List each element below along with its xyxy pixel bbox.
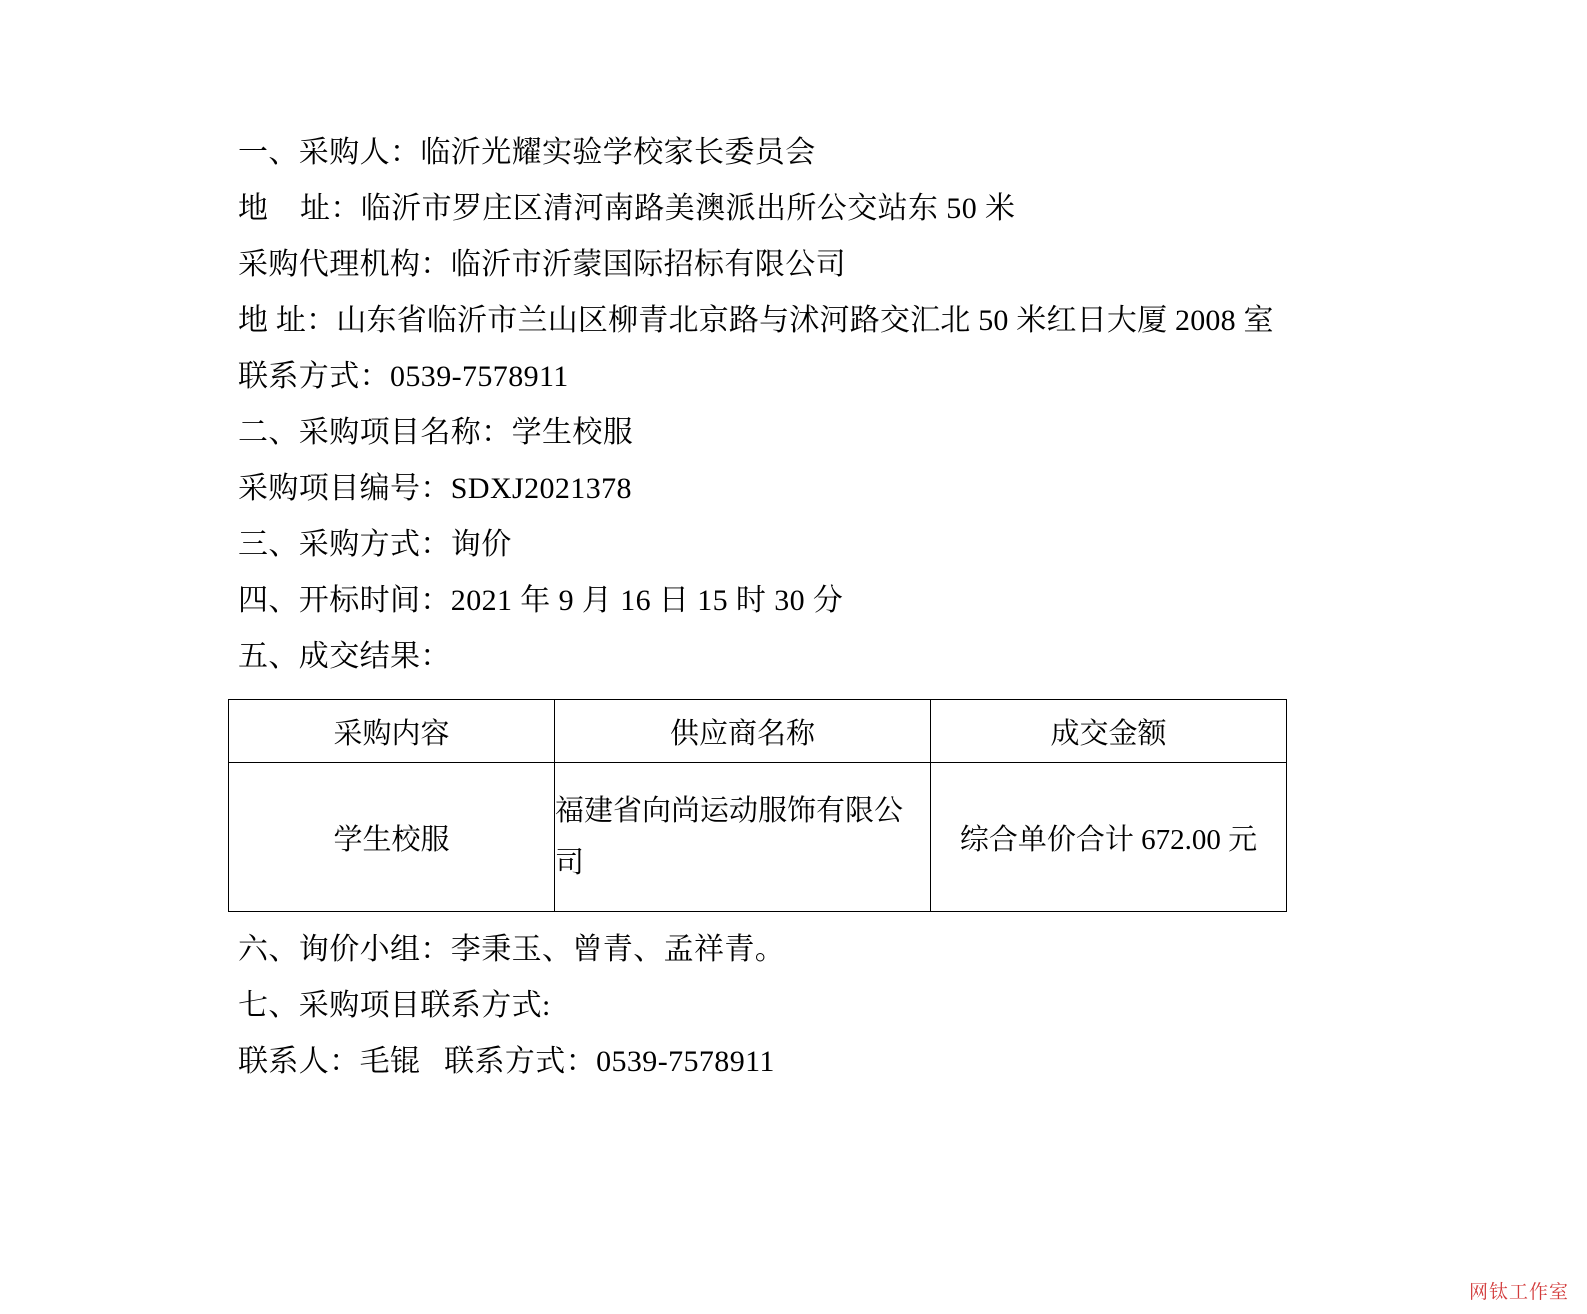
- result-table: [228, 699, 1287, 912]
- text-line-agency-address: 地 址：山东省临沂市兰山区柳青北京路与沭河路交汇北 50 米红日大厦 2008 室: [238, 304, 1274, 337]
- text-line-inquiry-group: 六、询价小组：李秉玉、曾青、孟祥青。: [238, 933, 786, 966]
- text-line-contact: 联系方式：0539-7578911: [238, 360, 569, 393]
- document-body: [238, 125, 1348, 1090]
- watermark-label: 网钛工作室: [1468, 1282, 1569, 1303]
- table-cell-amount: 综合单价合计 672.00 元: [931, 763, 1287, 912]
- table-cell-content: 学生校服: [229, 763, 555, 912]
- table-header-supplier: 供应商名称: [555, 700, 931, 763]
- text-line-purchaser-address: 地 址：临沂市罗庄区清河南路美澳派出所公交站东 50 米: [238, 192, 1016, 225]
- table-header-row: [229, 700, 1287, 763]
- text-line-project-name: 二、采购项目名称：学生校服: [238, 416, 634, 449]
- table-cell-supplier: 福建省向尚运动服饰有限公司: [555, 763, 931, 912]
- text-line-project-contact-person: 联系人：毛锟 联系方式：0539-7578911: [238, 1045, 775, 1078]
- table-row: [229, 763, 1287, 912]
- text-line-procurement-method: 三、采购方式：询价: [238, 528, 512, 561]
- table-header-content: 采购内容: [229, 700, 555, 763]
- table-header-amount: 成交金额: [931, 700, 1287, 763]
- text-line-purchaser: 一、采购人：临沂光耀实验学校家长委员会: [238, 136, 816, 169]
- text-line-result-heading: 五、成交结果：: [238, 640, 451, 673]
- text-line-agency: 采购代理机构：临沂市沂蒙国际招标有限公司: [238, 248, 846, 281]
- text-line-bid-opening-time: 四、开标时间：2021 年 9 月 16 日 15 时 30 分: [238, 584, 844, 617]
- text-line-project-number: 采购项目编号：SDXJ2021378: [238, 472, 632, 505]
- text-line-project-contact-heading: 七、采购项目联系方式:: [238, 989, 551, 1022]
